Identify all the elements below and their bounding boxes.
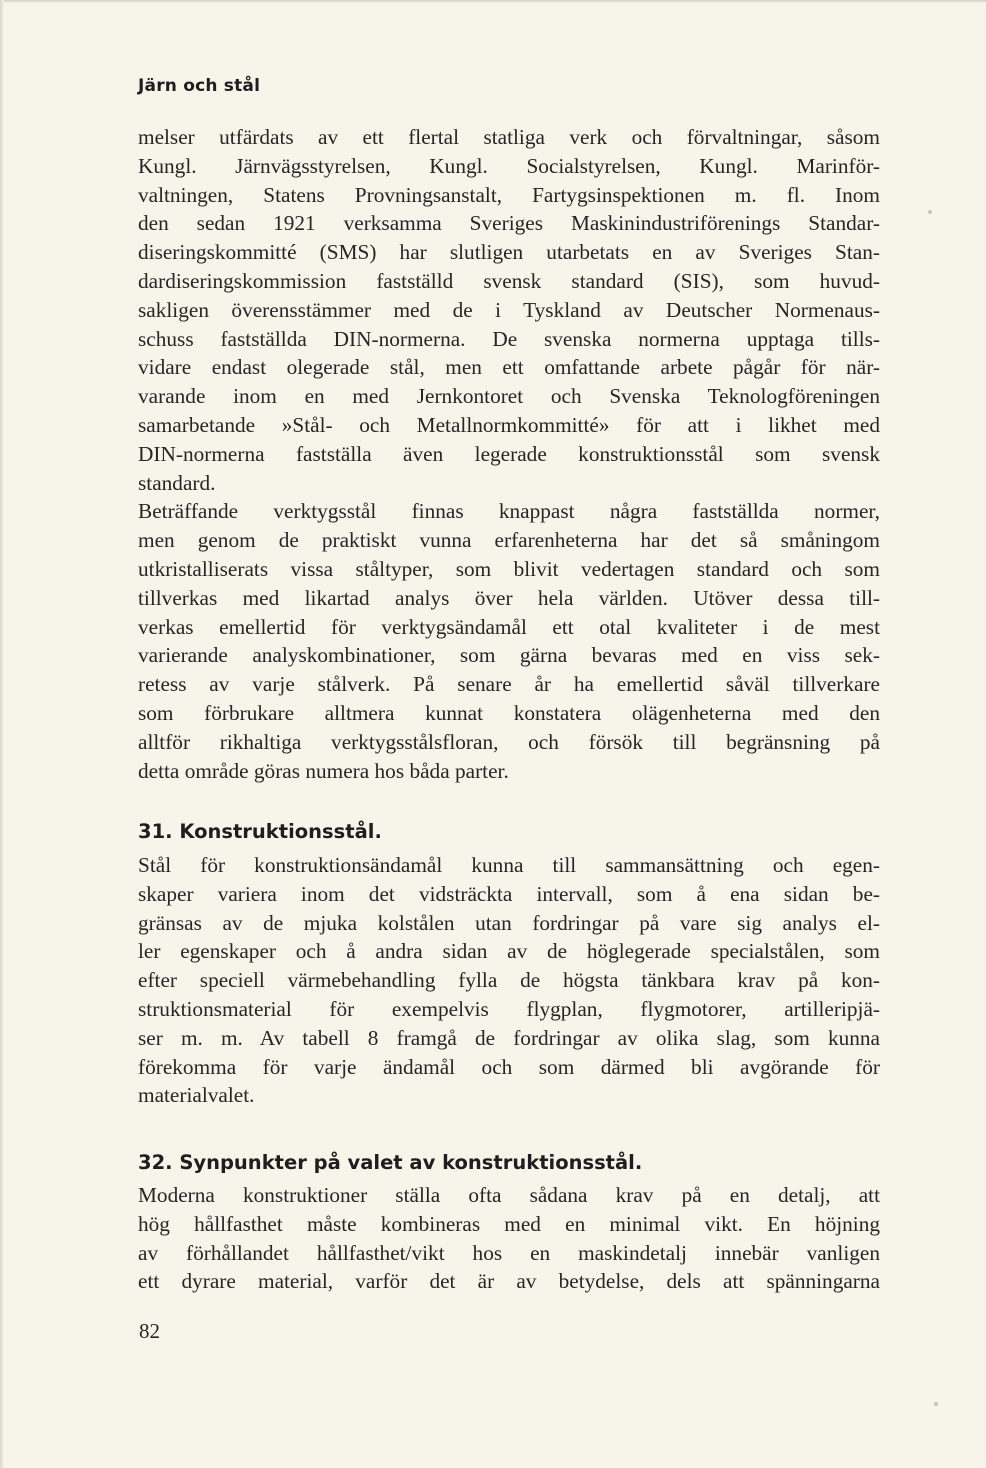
text-line: standard. [138,470,216,495]
text-line: Moderna konstruktioner ställa ofta sådana krav på en detalj, att [138,1183,880,1207]
paragraph-4 [138,1181,880,1296]
text-line: som förbrukare alltmera kunnat konstatera olägenheterna med den [138,700,880,725]
text-line: men genom de praktiskt vunna erfarenheterna har det så småningom [138,528,880,553]
text-line: samarbetande »Stål- och Metallnormkommitté» för att i likhet med [138,412,880,437]
text-line: detta område göras numera hos båda parter. [138,758,509,783]
text-line: diseringskommitté (SMS) har slutligen utarbetats en av Sveriges Stan- [138,240,880,265]
text-line: verkas emellertid för verktygsändamål ett otal kvaliteter i de mest [138,614,880,639]
paper-speck [934,1402,938,1406]
page-number: 82 [139,1319,160,1343]
paragraph-2 [138,497,880,785]
text-line: efter speciell värmebehandling fylla de högsta tänkbara krav på kon- [138,968,880,993]
text-line: schuss fastställda DIN-normerna. De svenska normerna upptaga tills- [138,326,880,351]
text-line: materialvalet. [138,1083,255,1108]
paragraph-3 [138,851,880,1110]
section-heading-31: 31. Konstruktionsstål. [138,820,382,843]
text-line: valtningen, Statens Provningsanstalt, Fartygsinspektionen m. fl. Inom [138,182,880,207]
text-line: Kungl. Järnvägsstyrelsen, Kungl. Socialstyrelsen, Kungl. Marinför- [138,153,880,178]
text-line: vidare endast olegerade stål, men ett omfattande arbete pågår för när- [138,355,880,380]
text-line: DIN-normerna fastställa även legerade konstruktionsstål som svensk [138,441,880,466]
paragraph-group-1 [138,123,880,785]
page-top-edge [0,0,986,3]
text-line: skaper variera inom det vidsträckta intervall, som å ena sidan be- [138,881,880,906]
section-heading-32: 32. Synpunkter på valet av konstruktionsstål. [138,1151,643,1174]
text-line: ler egenskaper och å andra sidan av de höglegerade specialstålen, som [138,939,880,964]
text-line: hög hållfasthet måste kombineras med en minimal vikt. En höjning [138,1211,880,1236]
text-line: struktionsmaterial för exempelvis flygplan, flygmotorer, artilleripjä- [138,996,880,1021]
text-line: sakligen överensstämmer med de i Tyskland av Deutscher Normenaus- [138,297,880,322]
text-line: Stål för konstruktionsändamål kunna till sammansättning och egen- [138,853,880,877]
text-line: ett dyrare material, varför det är av betydelse, dels att spänningarna [138,1269,880,1294]
text-line: utkristalliserats vissa ståltyper, som blivit vedertagen standard och som [138,556,880,581]
text-line: den sedan 1921 verksamma Sveriges Maskinindustriförenings Standar- [138,211,880,236]
text-line: dardiseringskommission fastställd svensk standard (SIS), som huvud- [138,268,880,293]
text-line: varierande analyskombinationer, som gärna bevaras med en viss sek- [138,643,880,668]
paragraph-1 [138,123,880,497]
text-line: tillverkas med likartad analys över hela världen. Utöver dessa till- [138,585,880,610]
running-head: Järn och stål [138,76,261,96]
text-line: Beträffande verktygsstål finnas knappast några fastställda normer, [138,499,880,524]
text-line: retess av varje stålverk. På senare år ha emellertid såväl tillverkare [138,672,880,697]
text-line: varande inom en med Jernkontoret och Svenska Teknologföreningen [138,384,880,409]
text-line: av förhållandet hållfasthet/vikt hos en maskindetalj innebär vanligen [138,1240,880,1265]
text-line: melser utfärdats av ett flertal statliga verk och förvaltningar, såsom [138,125,880,149]
text-line: förekomma för varje ändamål och som därmed bli avgörande för [138,1054,880,1079]
text-line: alltför rikhaltiga verktygsstålsfloran, och försök till begränsning på [138,729,880,754]
paper-speck [928,210,932,214]
text-line: ser m. m. Av tabell 8 framgå de fordringar av olika slag, som kunna [138,1025,880,1050]
text-line: gränsas av de mjuka kolstålen utan fordringar på vare sig analys el- [138,910,880,935]
page-left-edge [0,0,4,1468]
